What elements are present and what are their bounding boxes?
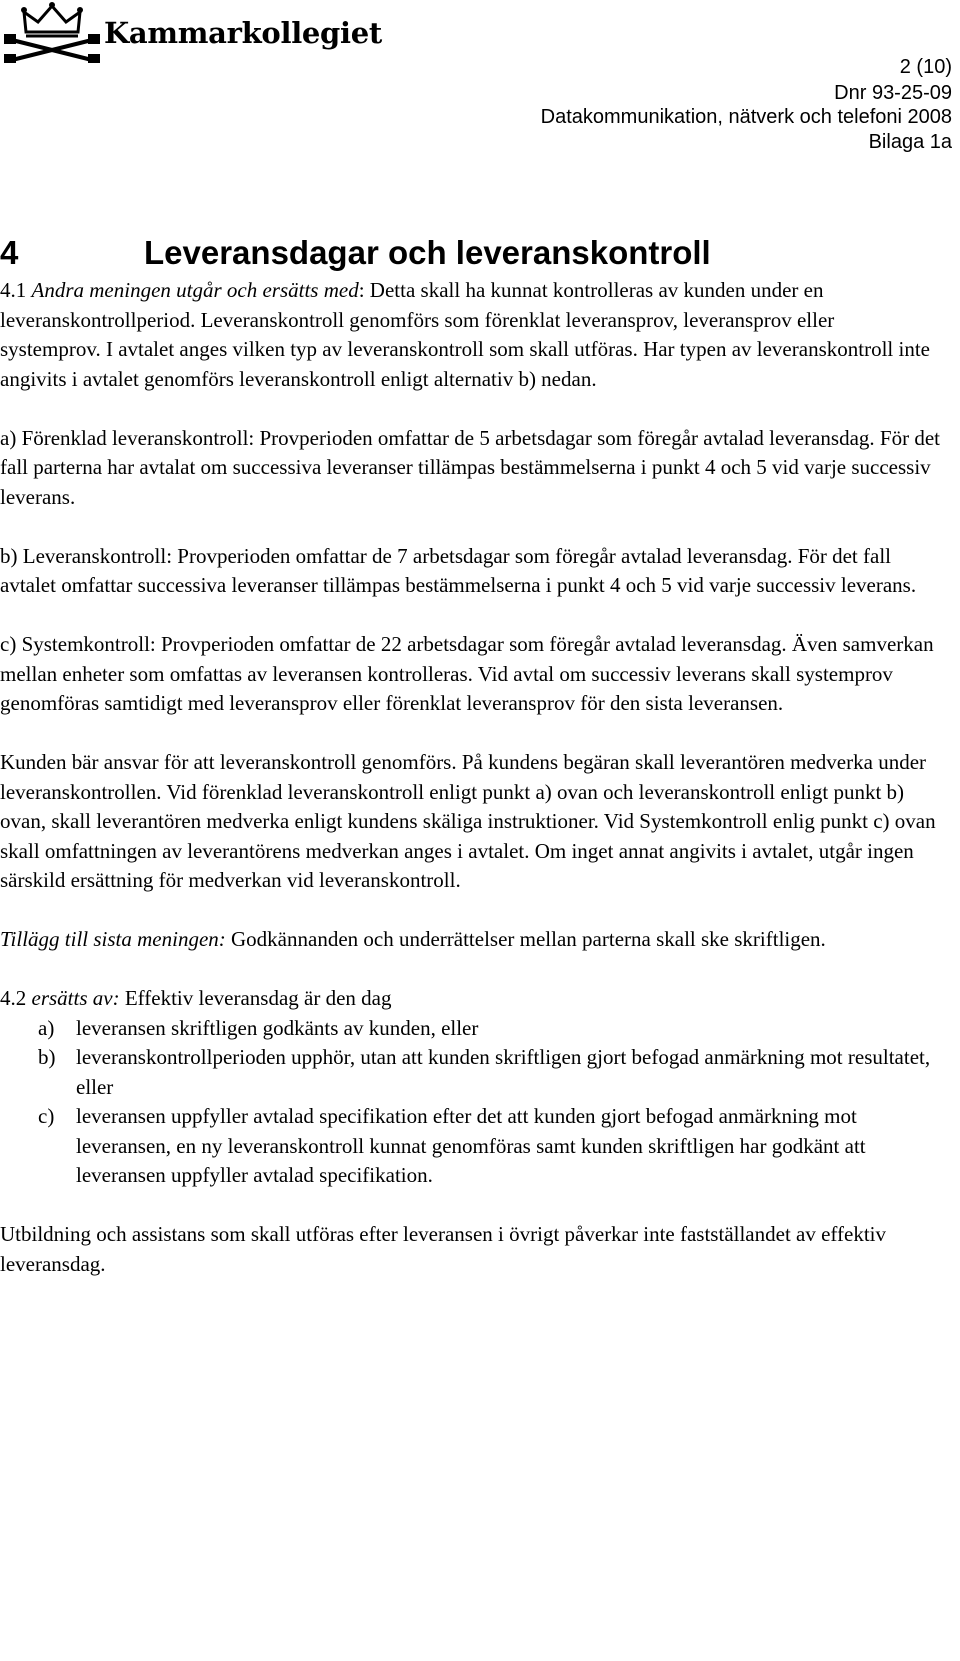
logo-wordmark: Kammarkollegiet bbox=[104, 16, 382, 50]
list-item bbox=[0, 1102, 940, 1191]
clause-lead: Andra meningen utgår och ersätts med bbox=[31, 278, 359, 302]
list-item-text: leveransen skriftligen godkänts av kunden, eller bbox=[76, 1015, 479, 1040]
paragraph-addition bbox=[0, 925, 940, 955]
paragraph-training: Utbildning och assistans som skall utföras efter leveransen i övrigt påverkar inte fastställandet av effektiv leveransdag. bbox=[0, 1222, 887, 1276]
section-title: Leveransdagar och leveranskontroll bbox=[144, 234, 711, 271]
list-item-text: leveranskontrollperioden upphör, utan att kunden skriftligen gjort befogad anmärkning mot resultatet, eller bbox=[76, 1045, 931, 1099]
list-item-text: leveransen uppfyller avtalad specifikation efter det att kunden gjort befogad anmärkning mot leveransen, en ny leveranskontroll kunnat genomföras samt kunden skriftligen har godkänt att leveransen uppfyller avtalad specifikation. bbox=[76, 1104, 866, 1187]
paragraph-option-a: a) Förenklad leveranskontroll: Provperioden omfattar de 5 arbetsdagar som föregår avtalad leveransdag. För det fall parterna har avtalat om successiva leveranser tillämpas bestämmelserna i punkt 4 och 5 vid varje successiv leverans. bbox=[0, 425, 940, 509]
list-item-label: a) bbox=[38, 1015, 55, 1040]
kammarkollegiet-logo bbox=[4, 2, 382, 64]
clause-number: 4.1 bbox=[0, 278, 32, 302]
clause-number: 4.2 bbox=[0, 986, 32, 1010]
paragraph-option-b: b) Leveranskontroll: Provperioden omfattar de 7 arbetsdagar som föregår avtalad leveransdag. För det fall avtalet omfattar successiva leveranser tillämpas bestämmelserna i punkt 4 och 5 vid varje successiv leverans. bbox=[0, 543, 917, 597]
addition-lead: Tillägg till sista meningen: bbox=[0, 927, 226, 951]
list-item bbox=[0, 1043, 940, 1102]
list-item bbox=[0, 1014, 940, 1044]
document-body bbox=[0, 276, 940, 1309]
list-item-label: b) bbox=[38, 1045, 56, 1069]
document-number: Dnr 93-25-09 bbox=[834, 82, 952, 104]
clause-text: Effektiv leveransdag är den dag bbox=[119, 986, 392, 1010]
appendix-label: Bilaga 1a bbox=[868, 131, 952, 153]
paragraph-option-c: c) Systemkontroll: Provperioden omfattar de 22 arbetsdagar som föregår avtalad leveransdag. Även samverkan mellan enheter som omfattas av leveransen kontrolleras. Vid avtal om successiv leverans skall systemprov genomföras samtidigt med leveransprov eller förenklat leveransprov för den sista leveransen. bbox=[0, 632, 934, 715]
crown-keys-emblem-icon bbox=[4, 2, 100, 64]
document-title: Datakommunikation, nätverk och telefoni 2008 bbox=[540, 106, 952, 128]
addition-text: Godkännanden och underrättelser mellan parterna skall ske skriftligen. bbox=[225, 927, 826, 951]
paragraph-4-2 bbox=[0, 984, 940, 1014]
list-item-label: c) bbox=[38, 1104, 55, 1128]
section-heading bbox=[0, 234, 711, 272]
effective-day-list bbox=[0, 1014, 940, 1191]
section-number: 4 bbox=[0, 234, 19, 271]
clause-text: : Detta skall ha kunnat kontrolleras av kunden under en leveranskontrollperiod. Leveranskontroll genomförs som förenklat leveransprov, leveransprov eller systemprov. I avtalet anges vilken typ av leveranskontroll som skall utföras. Har typen av leveranskontroll inte angivits i avtalet genomförs leveranskontroll enligt alternativ b) nedan. bbox=[0, 278, 930, 391]
page-number: 2 (10) bbox=[899, 56, 952, 78]
paragraph-4-1 bbox=[0, 276, 940, 394]
clause-lead: ersätts av: bbox=[31, 986, 120, 1010]
paragraph-responsibility: Kunden bär ansvar för att leveranskontroll genomförs. På kundens begäran skall leverantören medverka under leveranskontrollen. Vid förenklad leveranskontroll enligt punkt a) ovan och leveranskontroll enligt punkt b) ovan, skall leverantören medverka enligt kundens skäliga instruktioner. Vid Systemkontroll enlig punkt c) ovan skall omfattningen av leverantörens medverkan anges i avtalet. Om inget annat angivits i avtalet, utgår ingen särskild ersättning för medverkan vid leveranskontroll. bbox=[0, 750, 936, 892]
